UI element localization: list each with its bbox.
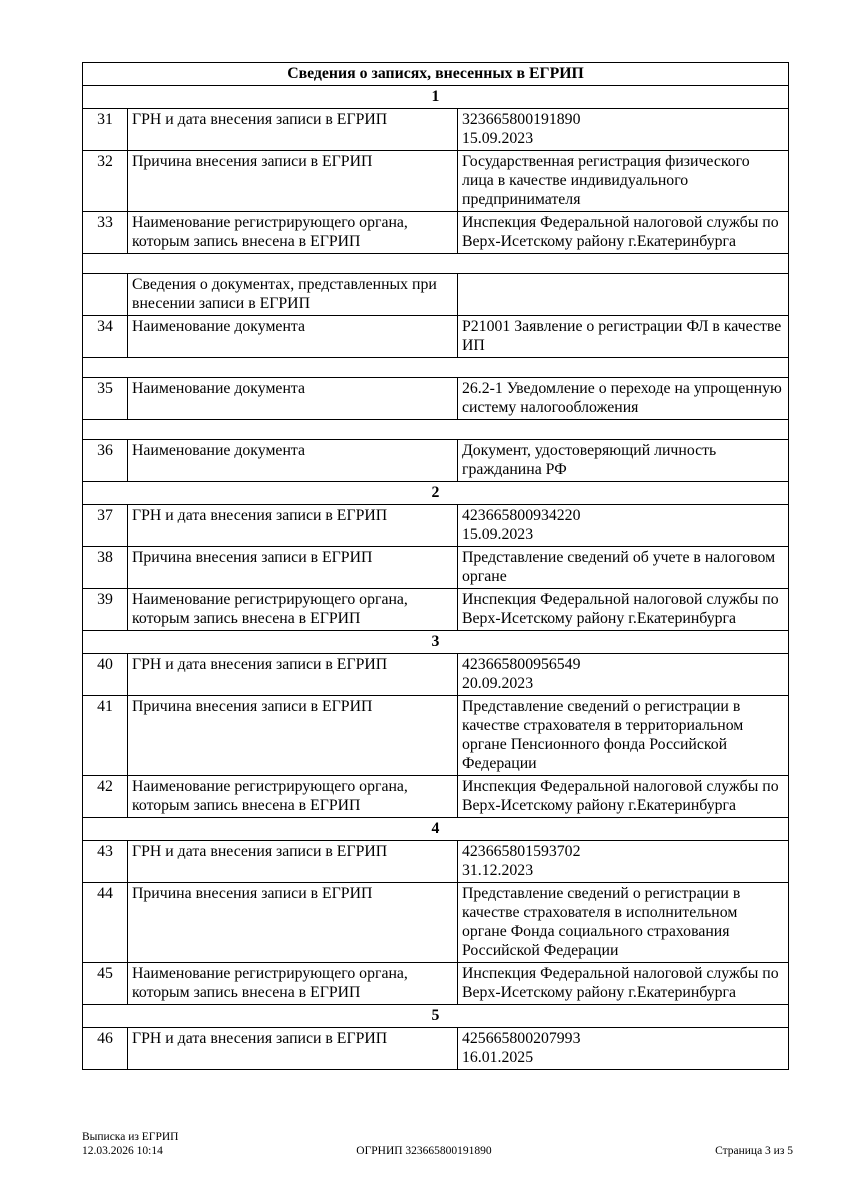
table-row [83,547,789,589]
value-line: 423665801593702 [462,843,581,860]
value-line: Инспекция Федеральной налоговой службы по Верх-Исетскому району г.Екатеринбурга [462,778,779,814]
row-label: ГРН и дата внесения записи в ЕГРИП [128,109,458,151]
table-row [83,883,789,963]
value-line: Инспекция Федеральной налоговой службы по Верх-Исетскому району г.Екатеринбурга [462,591,779,627]
section-number: 1 [83,86,789,109]
row-label: Наименование регистрирующего органа, которым запись внесена в ЕГРИП [128,963,458,1005]
row-value [458,589,789,631]
row-number: 40 [83,654,128,696]
row-number: 31 [83,109,128,151]
table-row [83,841,789,883]
spacer-cell [83,254,789,274]
table-title-row [83,63,789,86]
row-label: Наименование регистрирующего органа, которым запись внесена в ЕГРИП [128,212,458,254]
value-line: Представление сведений об учете в налоговом органе [462,549,776,585]
row-value [458,316,789,358]
footer-ogrnip: ОГРНИП 323665800191890 [356,1144,492,1157]
footer-datetime: 12.03.2026 10:14 [82,1144,163,1157]
spacer-row [83,254,789,274]
row-number: 45 [83,963,128,1005]
row-value [458,274,789,316]
row-label: Наименование регистрирующего органа, которым запись внесена в ЕГРИП [128,589,458,631]
table-row [83,589,789,631]
row-value [458,776,789,818]
section-number-row [83,818,789,841]
row-value [458,505,789,547]
section-number: 4 [83,818,789,841]
table-row [83,378,789,420]
row-label: ГРН и дата внесения записи в ЕГРИП [128,1028,458,1070]
value-line: 15.09.2023 [462,130,534,147]
row-value [458,109,789,151]
row-value [458,654,789,696]
row-number: 38 [83,547,128,589]
spacer-row [83,420,789,440]
row-label: Наименование регистрирующего органа, которым запись внесена в ЕГРИП [128,776,458,818]
egrip-records-section [82,62,789,1070]
row-value [458,696,789,776]
table-row [83,212,789,254]
value-line: 26.2-1 Уведомление о переходе на упрощенную систему налогообложения [462,380,782,416]
row-value [458,212,789,254]
value-line: 423665800934220 [462,507,581,524]
value-line: Представление сведений о регистрации в качестве страхователя в территориальном органе Пенсионного фонда Российской Федерации [462,698,744,772]
row-label: Причина внесения записи в ЕГРИП [128,151,458,212]
table-row [83,109,789,151]
row-value [458,841,789,883]
section-number: 5 [83,1005,789,1028]
value-line: 323665800191890 [462,111,581,128]
row-label: ГРН и дата внесения записи в ЕГРИП [128,841,458,883]
spacer-row [83,358,789,378]
row-label: Причина внесения записи в ЕГРИП [128,547,458,589]
section-number-row [83,1005,789,1028]
table-row [83,776,789,818]
value-line: 423665800956549 [462,656,581,673]
row-label: Причина внесения записи в ЕГРИП [128,696,458,776]
section-number-row [83,631,789,654]
value-line: Инспекция Федеральной налоговой службы по Верх-Исетскому району г.Екатеринбурга [462,214,779,250]
row-label: Причина внесения записи в ЕГРИП [128,883,458,963]
egrip-table-body [83,63,789,1070]
row-number: 44 [83,883,128,963]
row-label: ГРН и дата внесения записи в ЕГРИП [128,505,458,547]
section-number-row [83,482,789,505]
row-label: Сведения о документах, представленных при внесении записи в ЕГРИП [128,274,458,316]
row-number [83,274,128,316]
row-number: 36 [83,440,128,482]
row-number: 35 [83,378,128,420]
value-line: 16.01.2025 [462,1049,534,1066]
table-row [83,151,789,212]
row-number: 33 [83,212,128,254]
section-number-row [83,86,789,109]
table-row [83,696,789,776]
row-label: Наименование документа [128,378,458,420]
value-line: 425665800207993 [462,1030,581,1047]
section-number: 3 [83,631,789,654]
table-row [83,963,789,1005]
row-value [458,963,789,1005]
row-value [458,151,789,212]
table-row [83,654,789,696]
value-line: Инспекция Федеральной налоговой службы по Верх-Исетскому району г.Екатеринбурга [462,965,779,1001]
row-label: Наименование документа [128,316,458,358]
row-number: 39 [83,589,128,631]
row-number: 37 [83,505,128,547]
table-row [83,1028,789,1070]
value-line: Государственная регистрация физического лица в качестве индивидуального предпринимателя [462,153,750,208]
value-line: 15.09.2023 [462,526,534,543]
row-number: 41 [83,696,128,776]
value-line: Р21001 Заявление о регистрации ФЛ в качестве ИП [462,318,782,354]
section-number: 2 [83,482,789,505]
table-row [83,274,789,316]
row-value [458,1028,789,1070]
value-line: Документ, удостоверяющий личность гражданина РФ [462,442,717,478]
row-value [458,883,789,963]
spacer-cell [83,358,789,378]
footer-doc-type: Выписка из ЕГРИП [82,1131,179,1143]
table-title: Сведения о записях, внесенных в ЕГРИП [83,63,789,86]
egrip-records-table [82,62,789,1070]
table-row [83,505,789,547]
row-number: 32 [83,151,128,212]
table-row [83,440,789,482]
row-number: 34 [83,316,128,358]
value-line: 31.12.2023 [462,862,534,879]
row-number: 42 [83,776,128,818]
value-line: Представление сведений о регистрации в качестве страхователя в исполнительном органе Фонда социального страхования Российской Федерации [462,885,741,959]
row-number: 43 [83,841,128,883]
row-number: 46 [83,1028,128,1070]
row-label: ГРН и дата внесения записи в ЕГРИП [128,654,458,696]
row-value [458,547,789,589]
spacer-cell [83,420,789,440]
table-row [83,316,789,358]
footer-page-number: Страница 3 из 5 [715,1144,793,1157]
row-value [458,378,789,420]
value-line: 20.09.2023 [462,675,534,692]
row-value [458,440,789,482]
row-label: Наименование документа [128,440,458,482]
